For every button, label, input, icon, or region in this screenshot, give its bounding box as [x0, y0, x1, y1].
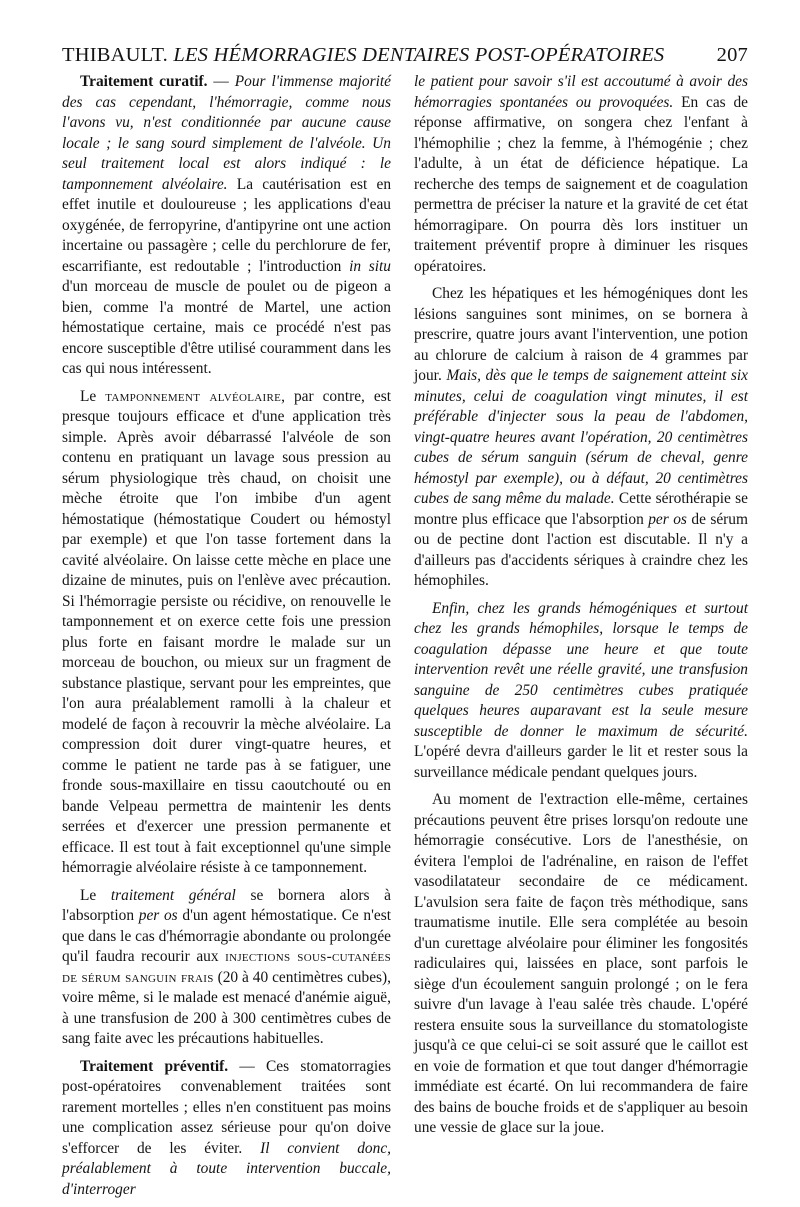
italic-text: Enfin, chez les grands hémogéniques et surtout chez les grands hémophiles, lorsque le temps de coagulation dépasse une heure et que toute intervention revêt une réelle gravité, une transfusion sanguine de 250 centimètres cubes pratiquée quelques heures auparavant est la seule mesure susceptible de donner le maximum de sécurité.: [414, 599, 748, 740]
left-column: [62, 72, 391, 1207]
section-heading-preventif: Traitement préventif.: [80, 1057, 229, 1075]
heading-dash: —: [228, 1057, 267, 1075]
smallcaps-term: injections sous-cutanées de sérum sanguin frais: [62, 948, 391, 986]
italic-text: traitement général: [110, 886, 236, 904]
section-heading-curatif: Traitement curatif.: [80, 73, 208, 90]
body-text: Le: [80, 387, 106, 405]
paragraph-hepatiques: [414, 284, 748, 592]
italic-text: Il convient donc, préalablement à toute intervention buccale, d'interroger: [62, 1139, 391, 1198]
body-text: Chez les hépatiques et les hémogéniques dont les lésions sanguines sont minimes, on se bornera à prescrire, quatre jours avant l'intervention, une potion au chlorure de calcium à raison de 4 grammes par jour.: [414, 285, 748, 384]
body-text: se bornera alors à l'absorption: [62, 886, 391, 924]
paragraph-extraction: [414, 790, 748, 1139]
heading-dash: —: [207, 73, 235, 90]
header-title: LES HÉMORRAGIES DENTAIRES POST-OPÉRATOIRES: [173, 44, 665, 66]
italic-text: Pour l'immense majorité des cas cependant, l'hémorragie, comme nous l'avons vu, n'est conditionnée par aucune cause locale ; le sang sourd simplement de l'alvéole. Un seul traitement local est alors indiqué : le tamponnement alvéolaire.: [62, 73, 391, 193]
italic-text: per os: [138, 907, 178, 924]
body-text: d'un morceau de muscle de poulet ou de pigeon a bien, comme l'a montré de Martel, une action hémostatique certaine, mais ce procédé n'est pas encore susceptible d'être utilisé couramment dans les cas qui nous intéressent.: [62, 278, 391, 377]
body-text: La cautérisation est en effet inutile et douloureuse ; les applications d'eau oxygénée, de ferropyrine, d'antipyrine ont une action incertaine ou passagère ; celle du perchlorure de fer, escarrifiante, est redoutable ; l'introduction: [62, 175, 392, 275]
running-header: [62, 44, 748, 70]
body-text: (20 à 40 centimètres cubes), voire même, si le malade est menacé d'anémie aiguë, à une transfusion de 200 à 300 centimètres cubes de sang faite avec les précautions habituelles.: [62, 968, 391, 1047]
paragraph-enfin: [414, 599, 748, 784]
italic-text: le patient pour savoir s'il est accoutumé à avoir des hémorragies spontanées ou provoquées.: [414, 73, 748, 111]
paragraph-traitement-curatif: [62, 72, 391, 380]
italic-text: Mais, dès que le temps de saignement atteint six minutes, celui de coagulation vingt minutes, il est préférable d'injecter sous la peau de l'abdomen, vingt-quatre heures avant l'opération, 20 centimètres cubes de sérum sanguin (sérum de cheval, genre hémostyl par exemple), ou à défaut, 20 centimètres cubes de sang même du malade.: [414, 367, 748, 507]
paragraph-traitement-preventif: [62, 1057, 391, 1201]
body-text: , par contre, est presque toujours efficace et d'une application très simple. Après avoir débarrassé l'alvéole de son contenu en pratiquant un lavage sous pression au sérum physiologique très chaud, on choisit une mèche étroite que l'on imbibe d'un agent hémostatique (hémostatique Coudert ou hémostyl par exemple) et que l'on tasse fortement dans la cavité alvéolaire. On laisse cette mèche en place une dizaine de minutes, puis on l'enlève avec précaution. Si l'hémorragie persiste ou récidive, on renouvelle le tamponnement et on exerce cette fois une pression plus forte en faisant mordre le malade sur un morceau de bouchon, ou mieux sur un fragment de substance plastique, servant pour les empreintes, que l'on aura préalablement ramolli à la chaleur et modelé de façon à recouvrir la mèche alvéolaire. La compression doit durer vingt-quatre heures, et comme le patient ne tarde pas à se fatiguer, une fronde sous-maxillaire en tissu caoutchouté ou en bande Velpeau permettra de maintenir les dents serrées et d'exercer une pression permanente et efficace. Il est tout à fait exceptionnel qu'une simple hémorragie alvéolaire résiste à ce tamponnement.: [62, 387, 391, 876]
body-text: Au moment de l'extraction elle-même, certaines précautions peuvent être prises lorsqu'on redoute une hémorragie consécutive. Lors de l'anesthésie, on évitera l'emploi de l'adrénaline, en raison de l'effet vasodilatateur secondaire de ce médicament. L'avulsion sera faite de façon très méthodique, sans traumatisme inutile. Elle sera complétée au besoin d'un curettage alvéolaire pour éliminer les fongosités radiculaires qui, laissées en place, sont parfois le siège d'un écoulement sanguin prolongé ; on le fera suivre d'un lavage à l'eau salée très chaude. L'opéré restera ensuite sous la surveillance du stomatologiste jusqu'à ce que celui-ci se soit assuré que le caillot est en voie de formation et que tout danger d'hémorragie immédiate est écarté. On lui recommandera de faire des bains de bouche froids et de s'appliquer au besoin une vessie de glace sur la joue.: [414, 791, 748, 1136]
paragraph-traitement-general: [62, 886, 391, 1050]
italic-text: in situ: [349, 257, 391, 275]
body-text: Ces stomatorragies post-opératoires convenablement traitées sont rarement mortelles ; elles n'en constituent pas moins une complication assez sérieuse pour qu'on doive s'efforcer de les éviter.: [62, 1057, 391, 1157]
body-text: En cas de réponse affirmative, on songera chez l'enfant à l'hémophilie ; chez la femme, à l'hémogénie ; chez l'adulte, à un état de déficience hépatique. La recherche des temps de saignement et de coagulation permettra de préciser la nature et la gravité de cet état hémorragipare. On pourra dès lors instituer un traitement préventif propre à diminuer les risques opératoires.: [414, 93, 748, 275]
italic-text: per os: [648, 510, 687, 528]
body-text: de sérum ou de pectine dont l'action est discutable. Il n'y a d'ailleurs pas d'accidents sériques à craindre chez les hémophiles.: [414, 510, 748, 589]
page-number: 207: [716, 44, 748, 66]
body-text: L'opéré devra d'ailleurs garder le lit et rester sous la surveillance médicale pendant quelques jours.: [414, 743, 748, 781]
body-text: d'un agent hémostatique. Ce n'est que dans le cas d'hémorragie abondante ou prolongée qu'il faudra recourir aux: [62, 907, 392, 965]
body-text: Le: [80, 886, 111, 904]
smallcaps-term: tamponnement alvéolaire: [105, 387, 282, 405]
paragraph-tamponnement: [62, 387, 391, 879]
right-column: [414, 72, 748, 1146]
body-text: Cette sérothérapie se montre plus efficace que l'absorption: [414, 490, 748, 528]
paragraph-continuation: [414, 72, 748, 277]
header-author: THIBAULT.: [62, 44, 169, 66]
